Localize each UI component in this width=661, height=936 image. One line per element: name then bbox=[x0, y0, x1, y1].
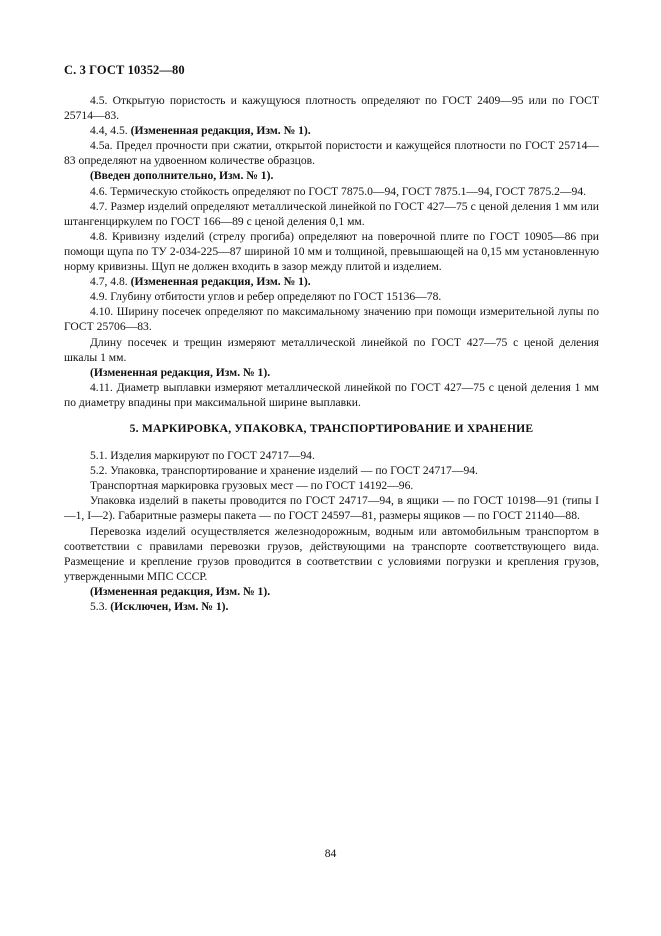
page-number: 84 bbox=[324, 847, 337, 860]
amendment-note: (Введен дополнительно, Изм. № 1). bbox=[90, 169, 274, 183]
paragraph: 5.2. Упаковка, транспортирование и хранение изделий — по ГОСТ 24717—94. bbox=[90, 464, 478, 478]
paragraph: 4.10. Ширину посечек определяют по максимальному значению при помощи измерительной лупы по ГОСТ 25706—83. bbox=[64, 305, 599, 334]
amendment-note: (Измененная редакция, Изм. № 1). bbox=[130, 124, 311, 138]
paragraph: 5.1. Изделия маркируют по ГОСТ 24717—94. bbox=[90, 449, 315, 463]
amendment-note: (Измененная редакция, Изм. № 1). bbox=[90, 365, 271, 379]
page-header: С. 3 ГОСТ 10352—80 bbox=[64, 63, 185, 77]
paragraph: Длину посечек и трещин измеряют металлической линейкой по ГОСТ 427—75 с ценой деления шкалы 1 мм. bbox=[64, 335, 599, 364]
paragraph bbox=[64, 168, 599, 183]
paragraph: 4.8. Кривизну изделий (стрелу прогиба) определяют на поверочной плите по ГОСТ 10905—86 при помощи щупа по ТУ 2-034-225—87 шириной 10 мм и толщиной, превышающей на 0,15 мм установленную норму кривизны. Щуп не должен входить в зазор между плитой и изделием. bbox=[64, 229, 599, 274]
paragraph bbox=[64, 123, 599, 138]
paragraph: 4.9. Глубину отбитости углов и ребер определяют по ГОСТ 15136—78. bbox=[90, 290, 442, 304]
section-5-paragraphs bbox=[64, 448, 599, 614]
paragraph: 4.5. Открытую пористость и кажущуюся плотность определяют по ГОСТ 2409—95 или по ГОСТ 25714—83. bbox=[64, 94, 599, 123]
paragraph bbox=[64, 365, 599, 380]
section-5-title: 5. МАРКИРОВКА, УПАКОВКА, ТРАНСПОРТИРОВАНИЕ И ХРАНЕНИЕ bbox=[129, 421, 534, 435]
paragraph: 4.7. Размер изделий определяют металлической линейкой по ГОСТ 427—75 с ценой деления 1 мм или штангенциркулем по ГОСТ 166—89 с ценой деления 0,1 мм. bbox=[64, 199, 599, 228]
document-body bbox=[64, 93, 599, 614]
paragraph: 4.11. Диаметр выплавки измеряют металлической линейкой по ГОСТ 427—75 с ценой деления 1 мм по диаметру впадины при максимальной ширине выплавки. bbox=[64, 380, 599, 409]
paragraph bbox=[64, 584, 599, 599]
clause-number: 5.3. bbox=[90, 600, 111, 613]
clause-number: 4.7, 4.8. bbox=[90, 275, 131, 289]
clause-number: 4.4, 4.5. bbox=[90, 124, 131, 138]
amendment-note: (Измененная редакция, Изм. № 1). bbox=[130, 275, 311, 289]
amendment-note: (Исключен, Изм. № 1). bbox=[110, 600, 229, 613]
paragraph bbox=[64, 599, 599, 614]
paragraph: Упаковка изделий в пакеты проводится по ГОСТ 24717—94, в ящики — по ГОСТ 10198—91 (типы I—1, I—2). Габаритные размеры пакета — по ГОСТ 24597—81, размеры ящиков — по ГОСТ 21140—88. bbox=[64, 494, 599, 523]
paragraph: 4.6. Термическую стойкость определяют по ГОСТ 7875.0—94, ГОСТ 7875.1—94, ГОСТ 7875.2—94. bbox=[90, 184, 587, 198]
section-4-paragraphs bbox=[64, 93, 599, 410]
paragraph bbox=[64, 274, 599, 289]
amendment-note: (Измененная редакция, Изм. № 1). bbox=[90, 584, 271, 598]
paragraph: 4.5а. Предел прочности при сжатии, открытой пористости и кажущейся плотности по ГОСТ 25714—83 определяют на удвоенном количестве образцов. bbox=[64, 139, 599, 168]
paragraph: Перевозка изделий осуществляется железнодорожным, водным или автомобильным транспортом в соответствии с правилами перевозки грузов, действующими на транспорте соответствующего вида. Размещение и крепление грузов проводится в соответствии с условиями погрузки и крепления грузов, утвержденными МПС СССР. bbox=[64, 524, 599, 583]
paragraph: Транспортная маркировка грузовых мест — по ГОСТ 14192—96. bbox=[90, 479, 414, 493]
